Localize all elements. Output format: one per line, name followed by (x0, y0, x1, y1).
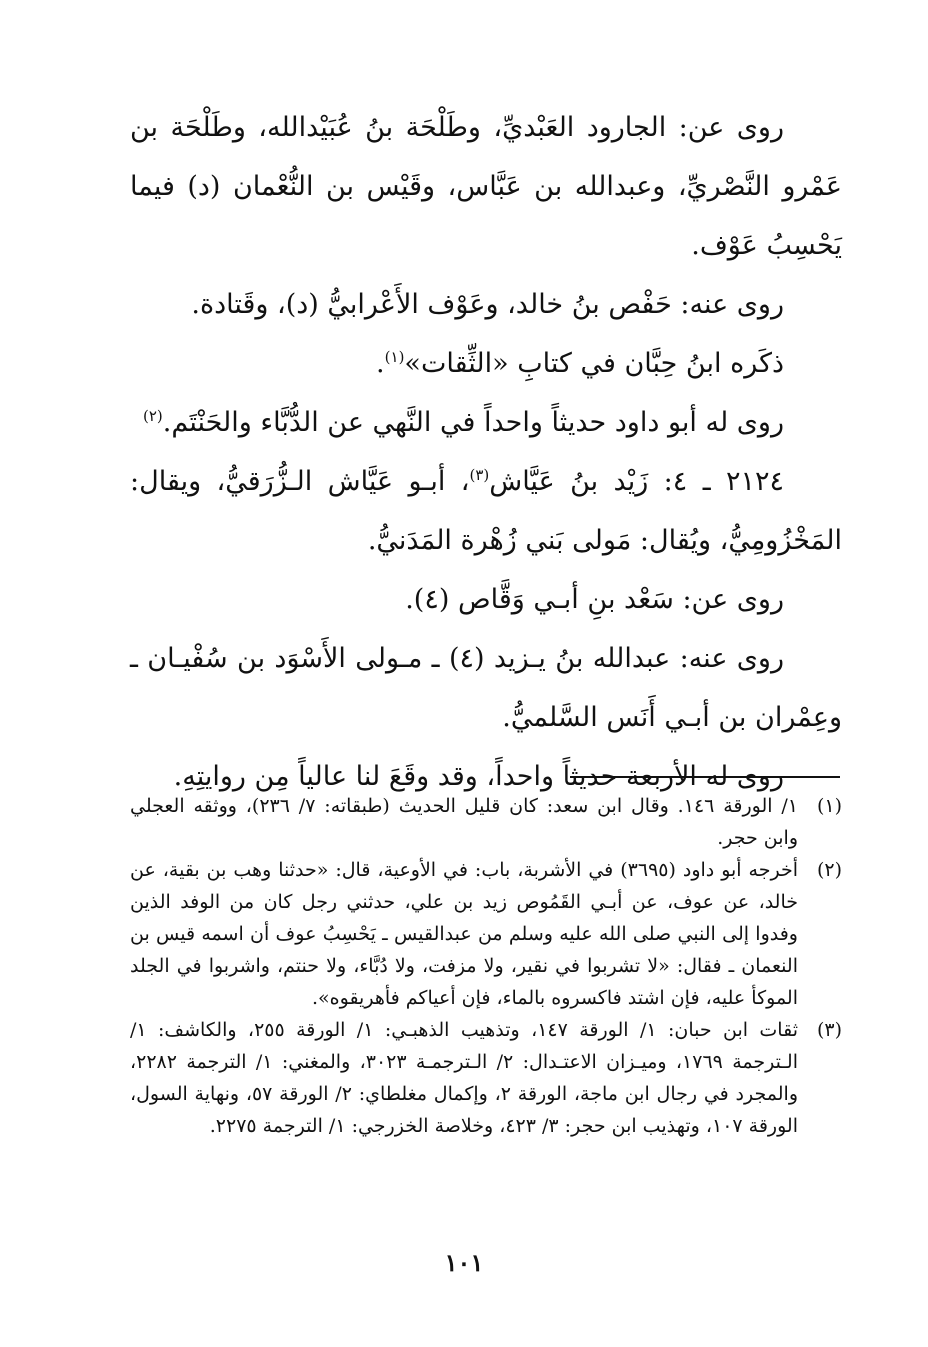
abu-dawud-text: روى له أبو داود حديثاً واحداً في النَّهي عن الدُّبَّاء والحَنْتَم. (162, 407, 784, 438)
main-text (130, 98, 842, 806)
bio-entry-name: زَيْد بنُ عَيَّاش (489, 466, 649, 497)
bio-entry-number: ٢١٢٤ ـ ٤: (663, 466, 785, 497)
ibn-hibban-text: ذكَره ابنُ حِبَّان في كتابِ «الثِّقات» (404, 348, 784, 379)
footnote-3 (130, 1014, 842, 1142)
narrated-four-paragraph: روى له الأربعة حديثاً واحداً، وقد وقَعَ لنا عالياً مِن روايتِهِ. (173, 761, 784, 792)
footnote-number: (١) (816, 795, 842, 817)
narrated-from-paragraph-2: روى عن: سَعْد بنِ أبـي وَقَّاص (٤). (405, 584, 784, 615)
narrated-by-paragraph-2: روى عنه: عبدالله بنُ يـزيد (٤) ـ مـولى الأَسْوَد بن سُفْيـان ـ وعِمْران بن أبـي أَنَس السَّلميُّ. (130, 643, 842, 733)
footnote-number: (٢) (816, 859, 842, 881)
footnote-ref-1: (١) (384, 348, 405, 366)
ibn-hibban-end: . (376, 348, 385, 379)
narrated-from-paragraph: روى عن: الجارود العَبْديِّ، وطَلْحَة بنُ عُبَيْدالله، وطَلْحَة بن عَمْرو النَّصْريِّ، وعبدالله بن عَبَّاس، وقَيْس بن النُّعْمان (د) فيما يَحْسِبُ عَوْف. (130, 112, 842, 261)
page-number: ١٠١ (444, 1248, 484, 1277)
abu-dawud-paragraph (130, 393, 842, 452)
footnote-2 (130, 854, 842, 1014)
bio-entry-rest: ، أبـو عَيَّاش الـزُّرَقيُّ، ويقال: المَخْزُومِيُّ، ويُقال: مَولى بَني زُهْرة المَدَنيُّ. (130, 466, 842, 556)
ibn-hibban-paragraph (130, 334, 842, 393)
footnote-text: ١/ الورقة ١٤٦. وقال ابن سعد: كان قليل الحديث (طبقاته: ٧/ ٢٣٦)، ووثقه العجلي وابن حجر. (130, 795, 799, 849)
bio-entry-heading (130, 452, 842, 570)
footnote-text: أخرجه أبو داود (٣٦٩٥) في الأشربة، باب: في الأوعية، قال: «حدثنا وهب بن بقية، عن خالد، عن عوف، عن أبـي القَمُوص زيد بن علي، حدثني رجل كان من الوفد الذين وفدوا إلى النبي صلى الله عليه وسلم من عبدالقيس ـ يَحْسِبُ عوف أن اسمه قيس بن النعمان ـ فقال: «لا تشربوا في نقير، ولا مزفت، ولا دُبَّاء، ولا حنتم، واشربوا في الجلد الموكأ عليه، فإن اشتد فاكسروه بالماء، فإن أعياكم فأهريقوه». (130, 859, 798, 1009)
footnote-number: (٣) (816, 1019, 842, 1041)
footnote-text: ثقات ابن حبان: ١/ الورقة ١٤٧، وتذهيب الذهبـي: ١/ الورقة ٢٥٥، والكاشف: ١/ الـترجمة ١٧٦٩، وميـزان الاعتـدال: ٢/ الـترجمـة ٣٠٢٣، والمغني: ١/ الترجمة ٢٢٨٢، والمجرد في رجال ابن ماجة، الورقة ٢، وإكمال مغلطاي: ٢/ الورقة ٥٧، ونهاية السول، الورقة ١٠٧، وتهذيب ابن حجر: ٣/ ٤٢٣، وخلاصة الخزرجي: ١/ الترجمة ٢٢٧٥. (130, 1019, 799, 1137)
footnote-divider (570, 776, 840, 778)
footnote-ref-3: (٣) (469, 466, 490, 484)
footnote-ref-2: (٢) (142, 407, 163, 425)
footnote-1 (130, 790, 842, 854)
narrated-by-paragraph: روى عنه: حَفْص بنُ خالد، وعَوْف الأَعْرابيُّ (د)، وقَتادة. (191, 289, 784, 320)
footnotes (130, 790, 842, 1142)
